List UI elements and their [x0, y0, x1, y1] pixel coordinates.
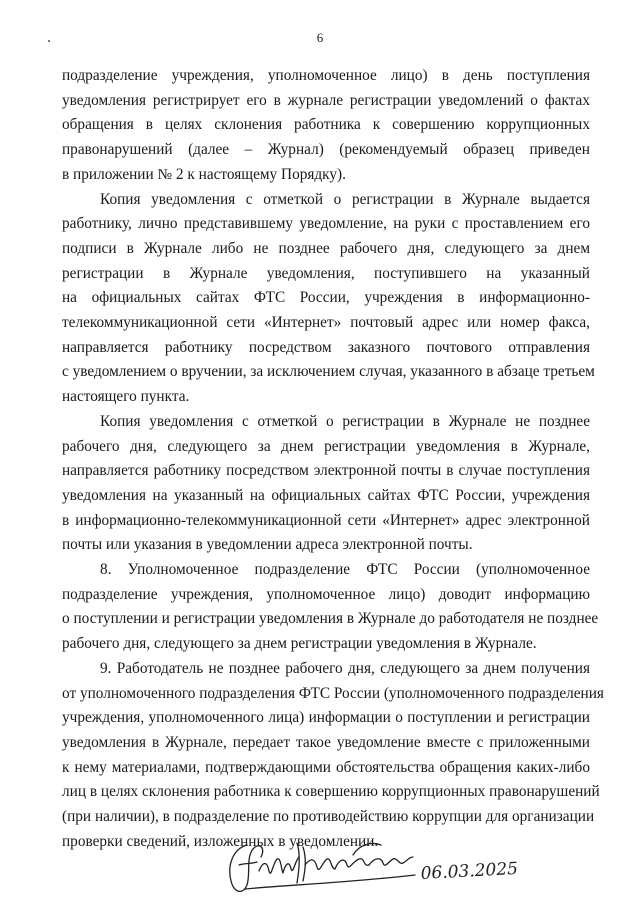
text-line: телекоммуникационной сети «Интернет» почтовый адрес или номер факса, — [62, 314, 590, 332]
text-line: рабочего дня, следующего за днем регистрации уведомления в Журнале. — [62, 635, 537, 653]
text-line: Копия уведомления с отметкой о регистрации в Журнале не позднее — [100, 412, 590, 430]
text-line: (при наличии), в подразделение по противодействию коррупции для организации — [62, 808, 595, 826]
text-line: уведомления регистрирует его в журнале регистрации уведомлений о фактах — [62, 91, 590, 109]
text-line: подразделение учреждения, уполномоченное лицо) в день поступления — [62, 67, 590, 84]
text-line: о поступлении и регистрации уведомления в Журнале до работодателя не позднее — [62, 610, 599, 628]
text-line: 9. Работодатель не позднее рабочего дня, следующего за днем получения — [100, 659, 590, 677]
page-number: 6 — [316, 30, 324, 45]
signature-date: 06.03.2025 — [420, 858, 519, 884]
text-line: направляется работнику посредством заказного почтового отправления — [62, 338, 590, 356]
text-line: обращения в целях склонения работника к совершению коррупционных — [62, 116, 590, 134]
text-line: работнику, лично представившему уведомление, на руки с проставлением его — [62, 215, 590, 233]
text-line: Копия уведомления с отметкой о регистрации в Журнале выдается — [100, 190, 590, 208]
text-line: учреждения, уполномоченного лица) информации о поступлении и регистрации — [62, 709, 590, 727]
text-line: рабочего дня, следующего за днем регистрации уведомления в Журнале, — [62, 437, 590, 455]
text-line: правонарушений (далее – Журнал) (рекомендуемый образец приведен — [62, 141, 590, 159]
text-line: подразделение учреждения, уполномоченное лицо) доводит информацию — [62, 585, 590, 603]
text-line: уведомления на указанный на официальных сайтах ФТС России, учреждения — [62, 486, 590, 504]
handwritten-signature — [225, 835, 545, 897]
scan-speck — [48, 40, 50, 42]
text-line: к нему материалами, подтверждающими обстоятельства обращения каких-либо — [62, 758, 590, 776]
text-line: с уведомлением о вручении, за исключением случая, указанного в абзаце третьем — [62, 363, 595, 381]
text-line: направляется работнику посредством электронной почты в случае поступления — [62, 462, 590, 480]
text-line: на официальных сайтах ФТС России, учреждения в информационно- — [62, 289, 590, 307]
text-line: от уполномоченного подразделения ФТС России (уполномоченного подразделения — [62, 684, 604, 702]
text-line: в информационно-телекоммуникационной сети «Интернет» адрес электронной — [62, 511, 590, 529]
text-line: лиц в целях склонения работника к совершению коррупционных правонарушений — [62, 783, 600, 801]
text-line: настоящего пункта. — [62, 388, 190, 406]
text-line: подписи в Журнале либо не позднее рабочего дня, следующего за днем — [62, 239, 590, 257]
text-line: регистрации в Журнале уведомления, поступившего на указанный — [62, 264, 590, 282]
text-line: 8. Уполномоченное подразделение ФТС России (уполномоченное — [100, 561, 590, 579]
text-line: почты или указания в уведомлении адреса электронной почты. — [62, 536, 473, 554]
document-body — [62, 64, 604, 855]
text-line: проверки сведений, изложенных в уведомлении. — [62, 832, 379, 850]
text-line: в приложении № 2 к настоящему Порядку). — [62, 165, 346, 183]
text-line: уведомления в Журнале, передает такое уведомление вместе с приложенными — [62, 733, 590, 751]
